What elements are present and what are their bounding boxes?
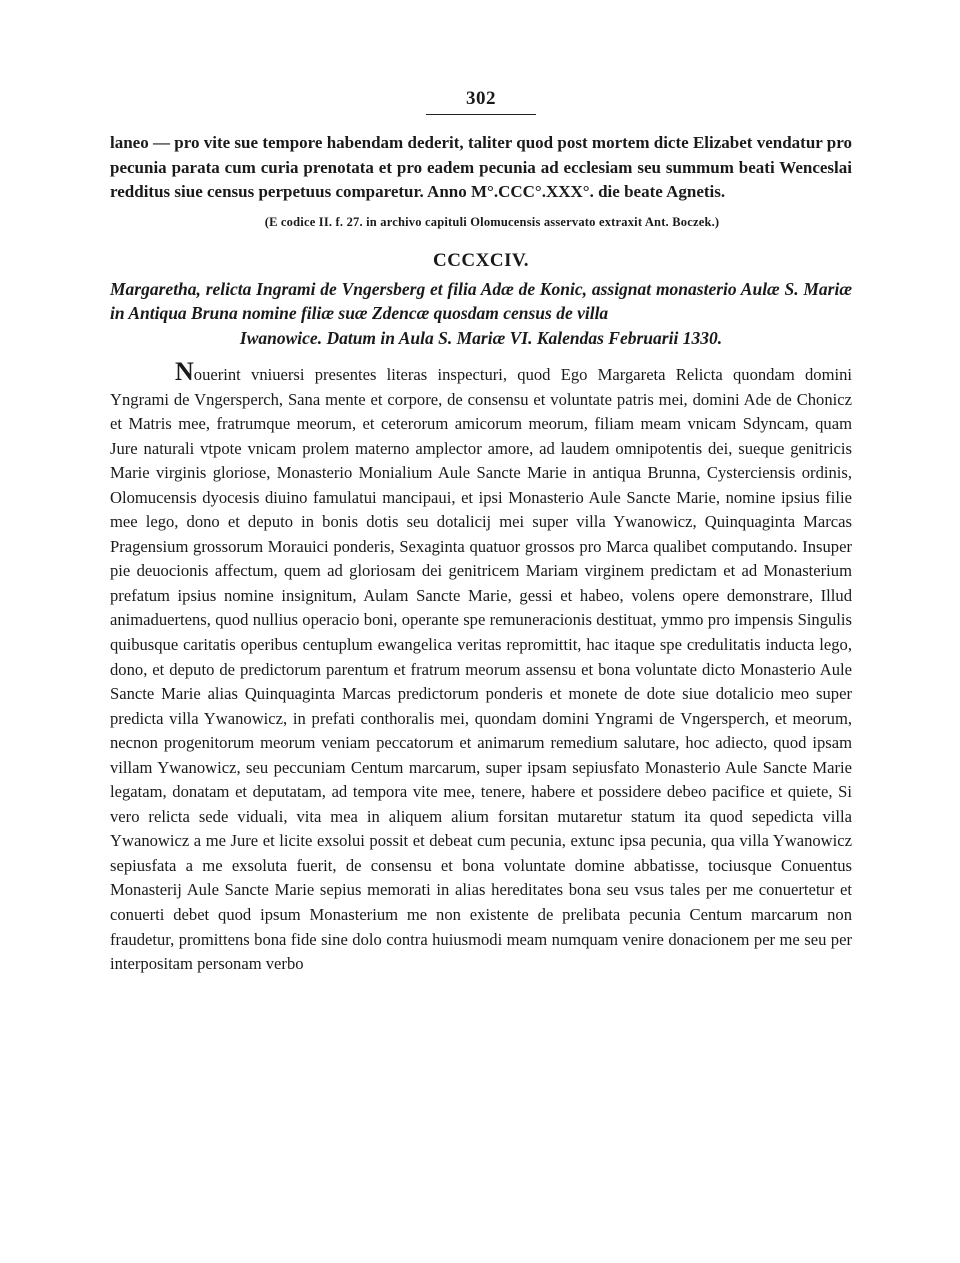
- document-body: [110, 357, 852, 977]
- page-number: 302: [466, 88, 496, 109]
- document-summary: [110, 277, 852, 351]
- document-summary-last-line: Iwanowice. Datum in Aula S. Mariæ VI. Kalendas Februarii 1330.: [239, 327, 723, 348]
- document-summary-main: Margaretha, relicta Ingrami de Vngersberg et filia Adæ de Konic, assignat monasterio Aulæ S. Mariæ in Antiqua Bruna nomine filiæ suæ Zdencæ quosdam census de villa: [110, 278, 852, 323]
- document-page: [110, 88, 852, 977]
- previous-document-text: laneo — pro vite sue tempore habendam dederit, taliter quod post mortem dicte Elizabet vendatur pro pecunia parata cum curia prenotata et pro eadem pecunia ad ecclesiam seu summum beati Wenceslai redditus siue census perpetuus comparetur. Anno M°.CCC°.XXX°. die beate Agnetis.: [110, 133, 852, 201]
- source-note: (E codice II. f. 27. in archivo capituli Olomucensis asservato extraxit Ant. Boczek.): [264, 214, 720, 229]
- header-rule: [426, 114, 536, 115]
- initial-letter: N: [175, 357, 194, 386]
- document-number: CCCXCIV.: [432, 249, 530, 271]
- document-body-text: ouerint vniuersi presentes literas inspecturi, quod Ego Margareta Relicta quondam domini Yngrami de Vngersperch, Sana mente et corpore, de consensu et voluntate patris mei, domini Ade de Chonicz et Matris mee, fratrumque meorum, et ceterorum amicorum meorum, filiam meam vnicam Sdyncam, quam Jure naturali vtpote vnicam prolem materno amplector amore, ad laudem omnipotentis dei, sueque genitricis Marie virginis gloriose, Monasterio Monialium Aule Sancte Marie in antiqua Brunna, Cysterciensis ordinis, Olomucensis dyocesis diuino famulatui mancipaui, et ipsi Monasterio Aule Sancte Marie, nomine ipsius filie mee lego, dono et deputo in bonis dotis seu dotalicij mei super villa Ywanowicz, Quinquaginta Marcas Pragensium grossorum Morauici ponderis, Sexaginta quatuor grossos pro Marca qualibet computando. Insuper pie deuocionis affectum, quem ad gloriosam dei genitricem Mariam virginem predictam et ad Monasterium prefatum ipsius nomine insignitum, Aulam Sancte Marie, gessi et habeo, volens opere demonstrare, Illud animaduertens, quod nullius operacio boni, operante spe remuneracionis destituat, ymmo pro impensis Singulis quibusque caritatis operibus centuplum ewangelica veritas repromittit, hac itaque spe credulitatis inducta lego, dono, et deputo de predictorum parentum et fratrum meorum assensu et bona voluntate dicto Monasterio Aule Sancte Marie alias Quinquaginta Marcas predictorum ponderis et monete de dote siue dotalicio meo super predicta villa Ywanowicz, in prefati conthoralis mei, quondam domini Yngrami de Vngersperch, et meorum, necnon progenitorum meorum veniam peccatorum et animarum remedium salutare, hoc adiecto, quod ipsam villam Ywanowicz, seu peccuniam Centum marcarum, super ipsam sepiusfato Monasterio Aule Sancte Marie legatam, donatam et deputatam, ad tempora vite mee, tenere, habere et possidere debeo pacifice et quiete, Si vero relicta sede viduali, vita mea in aliquem alium forsitan mutaretur statum ita quod sepedicta villa Ywanowicz a me Jure et licite exsolui possit et debeat cum pecunia, extunc ipsa pecunia, qua villa Ywanowicz sepiusfata a me exsoluta fuerit, de consensu et bona voluntate domine abbatisse, tociusque Conuentus Monasterij Aule Sancte Marie sepius memorati in alias hereditates bona seu vsus tales per me conuertetur et conuerti debet quod ipsum Monasterium me non existente de prelibata pecunia Centum marcarum non fraudetur, promittens bona fide sine dolo contra huiusmodi meam numquam venire donacionem per me seu per interpositam personam verbo: [110, 365, 852, 974]
